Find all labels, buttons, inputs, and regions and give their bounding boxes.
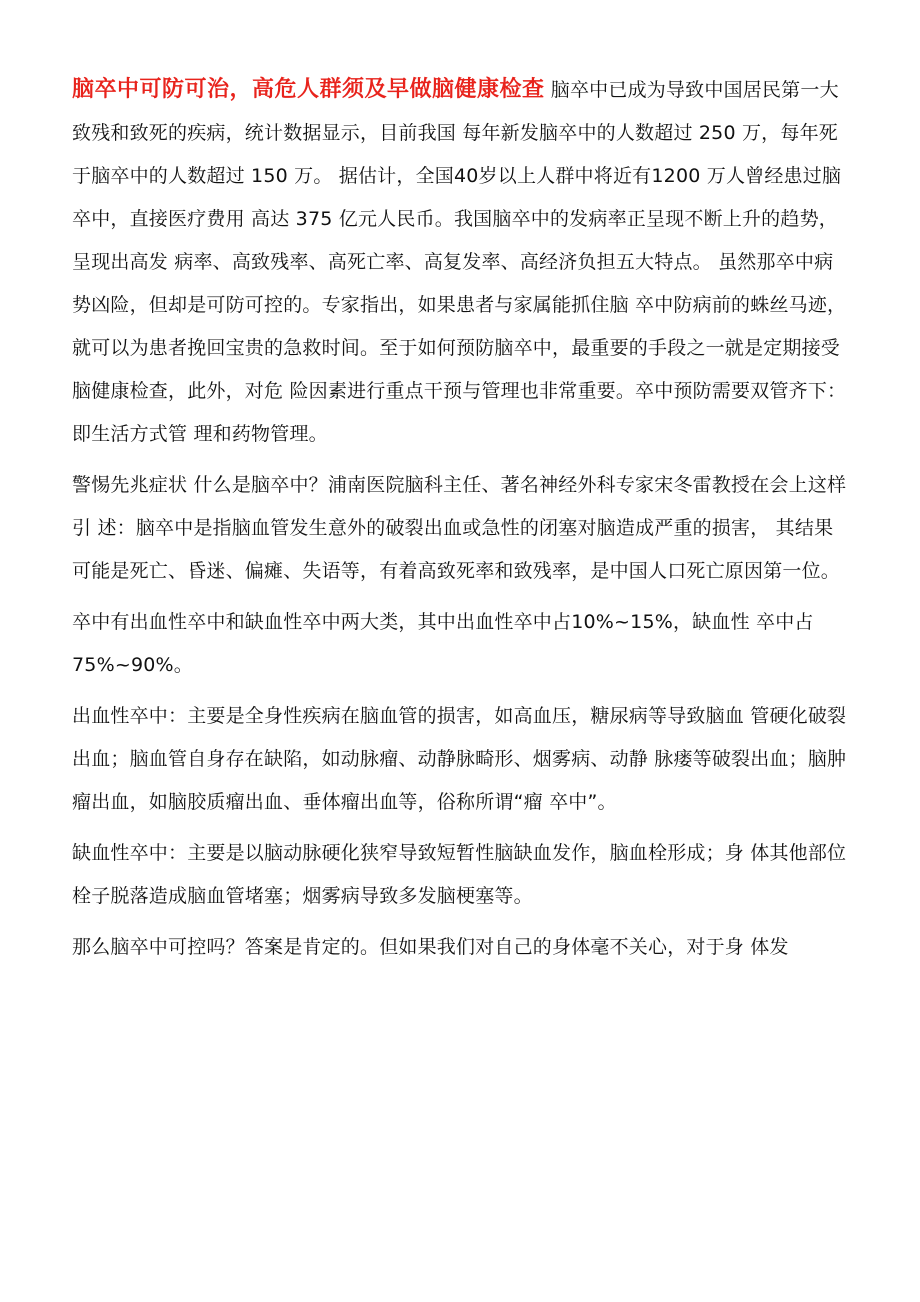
paragraph-ischemic: 缺血性卒中：主要是以脑动脉硬化狭窄导致短暂性脑缺血发作，脑血栓形成；身 体其他部位栓子脱落造成脑血管堵塞；烟雾病导致多发脑梗塞等。 (72, 842, 847, 907)
paragraph-warning-signs: 警惕先兆症状 什么是脑卒中？浦南医院脑科主任、著名神经外科专家宋冬雷教授在会上这样引 述：脑卒中是指脑血管发生意外的破裂出血或急性的闭塞对脑造成严重的损害， 其结果可能是死亡、昏迷、偏瘫、失语等，有着高致死率和致残率，是中国人口死亡原因第一位。 (72, 474, 847, 582)
paragraph-stroke-types: 卒中有出血性卒中和缺血性卒中两大类，其中出血性卒中占10%~15%，缺血性 卒中占75%~90%。 (72, 611, 814, 676)
paragraph-hemorrhagic: 出血性卒中：主要是全身性疾病在脑血管的损害，如高血压，糖尿病等导致脑血 管硬化破裂出血；脑血管自身存在缺陷，如动脉瘤、动静脉畸形、烟雾病、动静 脉瘘等破裂出血；脑肿瘤出血，如脑胶质瘤出血、垂体瘤出血等，俗称所谓“瘤 卒中”。 (72, 705, 847, 813)
paragraph-text: 脑卒中已成为导致中国居民第一大致残和致死的疾病，统计数据显示，目前我国 每年新发脑卒中的人数超过 250 万，每年死于脑卒中的人数超过 150 万。 据估计，全国40岁以上人群中将近有1200 万人曾经患过脑卒中，直接医疗费用 高达 375 亿元人民币。我国脑卒中的发病率正呈现不断上升的趋势，呈现出高发 病率、高致残率、高死亡率、高复发率、高经济负担五大特点。 虽然那卒中病势凶险，但却是可防可控的。专家指出，如果患者与家属能抓住脑 卒中防病前的蛛丝马迹，就可以为患者挽回宝贵的急救时间。至于如何预防脑卒中，最重要的手段之一就是定期接受脑健康检查，此外，对危 险因素进行重点干预与管理也非常重要。卒中预防需要双管齐下：即生活方式管 理和药物管理。 (72, 79, 847, 445)
document-title: 脑卒中可防可治，高危人群须及早做脑健康检查 (72, 77, 545, 102)
paragraph-controllable: 那么脑卒中可控吗？答案是肯定的。但如果我们对自己的身体毫不关心，对于身 体发 (72, 936, 789, 958)
paragraph-intro (72, 68, 850, 456)
document-page (72, 68, 850, 977)
